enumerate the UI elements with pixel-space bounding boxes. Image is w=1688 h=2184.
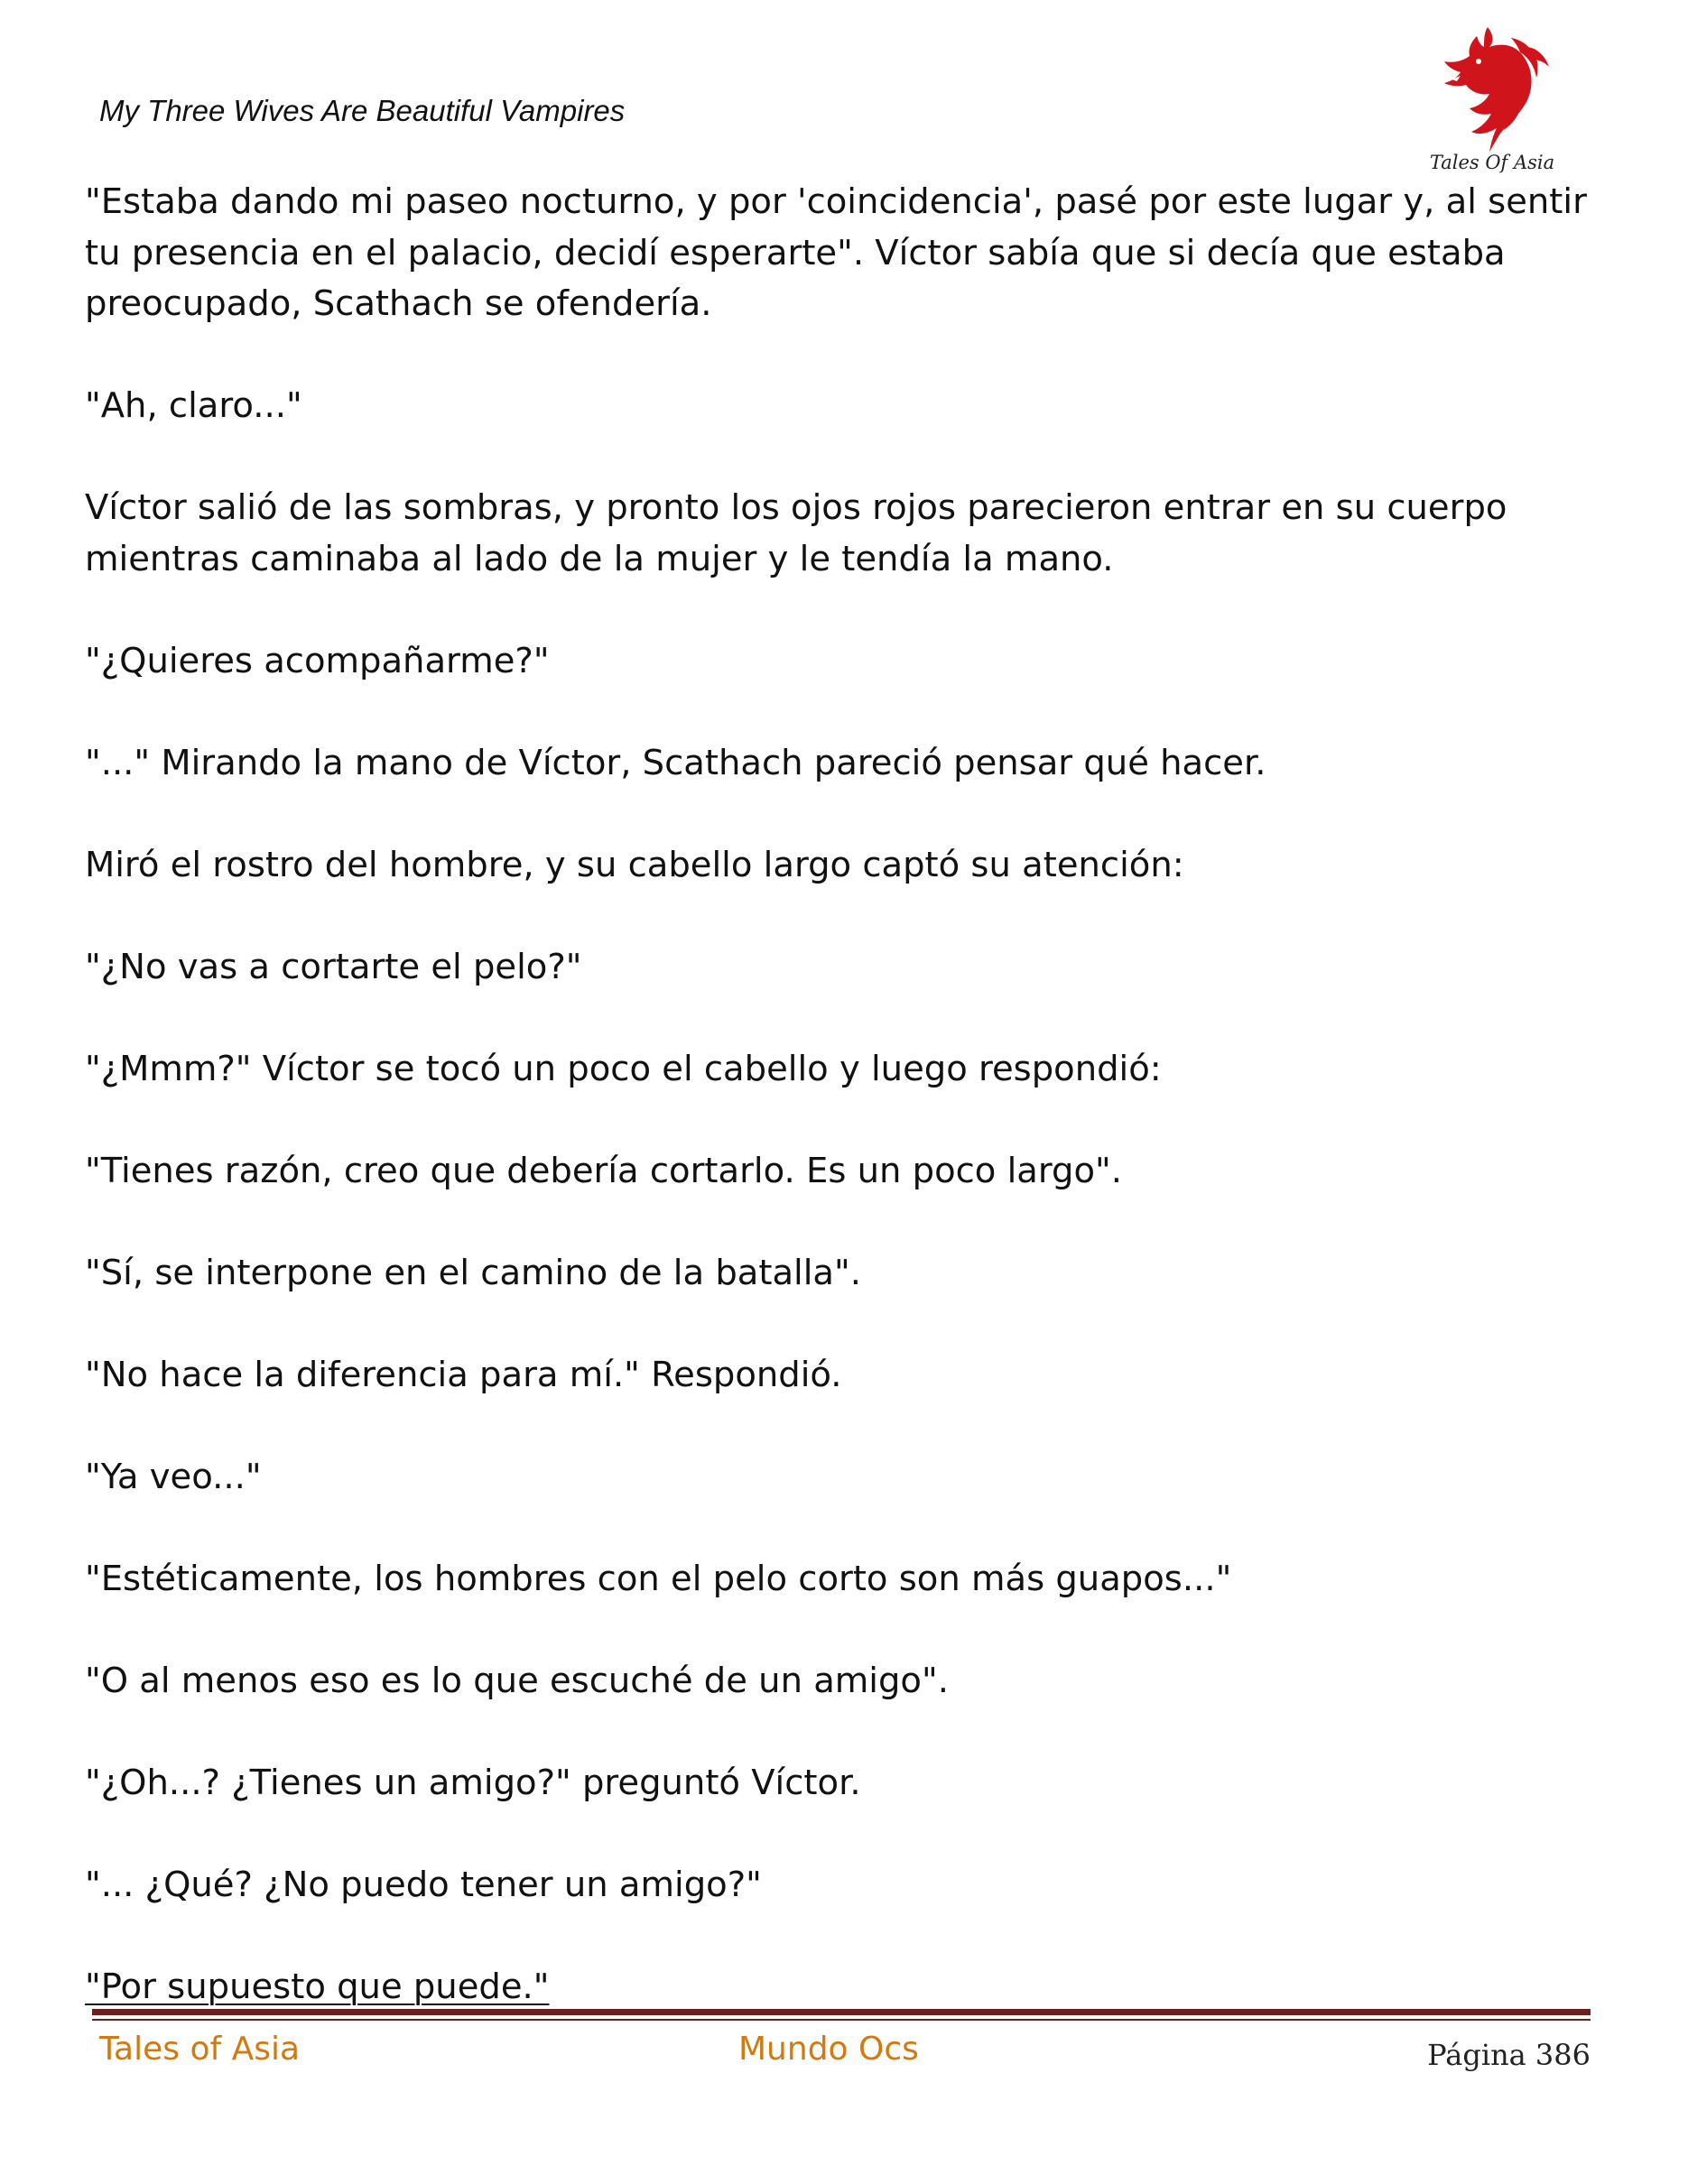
paragraph: "Sí, se interpone en el camino de la batalla". — [85, 1252, 861, 1293]
paragraph: "¿Oh...? ¿Tienes un amigo?" preguntó Víctor. — [85, 1762, 861, 1803]
paragraph: "O al menos eso es lo que escuché de un amigo". — [85, 1660, 949, 1701]
paragraph: "¿Mmm?" Víctor se tocó un poco el cabello y luego respondió: — [85, 1048, 1162, 1089]
paragraph: "Ya veo..." — [85, 1456, 262, 1497]
paragraph: "¿No vas a cortarte el pelo?" — [85, 946, 582, 987]
body-text — [85, 177, 1619, 2013]
book-title: My Three Wives Are Beautiful Vampires — [99, 94, 626, 127]
page-number: Página 386 — [1427, 2038, 1591, 2072]
footer-divider-thin — [92, 2019, 1591, 2021]
red-dragon-icon — [1424, 20, 1560, 155]
logo-text: Tales Of Asia — [1429, 152, 1555, 173]
paragraph: "Tienes razón, creo que debería cortarlo. Es un poco largo". — [85, 1150, 1122, 1191]
paragraph: "No hace la diferencia para mí." Respondió. — [85, 1354, 842, 1395]
paragraph: "Estéticamente, los hombres con el pelo corto son más guapos..." — [85, 1558, 1232, 1599]
paragraph: "Ah, claro..." — [85, 385, 302, 426]
paragraph: Miró el rostro del hombre, y su cabello largo captó su atención: — [85, 844, 1184, 885]
paragraph: Víctor salió de las sombras, y pronto los ojos rojos parecieron entrar en su cuerpo mientras caminaba al lado de la mujer y le tendía la mano. — [85, 487, 1507, 579]
publisher-logo — [1424, 20, 1560, 180]
paragraph: "..." Mirando la mano de Víctor, Scathach pareció pensar qué hacer. — [85, 742, 1266, 783]
paragraph: "... ¿Qué? ¿No puedo tener un amigo?" — [85, 1864, 762, 1905]
paragraph: "Estaba dando mi paseo nocturno, y por 'coincidencia', pasé por este lugar y, al sentir tu presencia en el palacio, decidí esperarte". Víctor sabía que si decía que estaba preocupado, Scathach se ofendería. — [85, 181, 1587, 324]
paragraph: "Por supuesto que puede." — [85, 1966, 550, 2007]
paragraph: "¿Quieres acompañarme?" — [85, 640, 550, 681]
footer-site: Mundo Ocs — [738, 2031, 919, 2068]
footer-divider — [92, 2009, 1591, 2015]
footer-publisher: Tales of Asia — [99, 2031, 301, 2068]
